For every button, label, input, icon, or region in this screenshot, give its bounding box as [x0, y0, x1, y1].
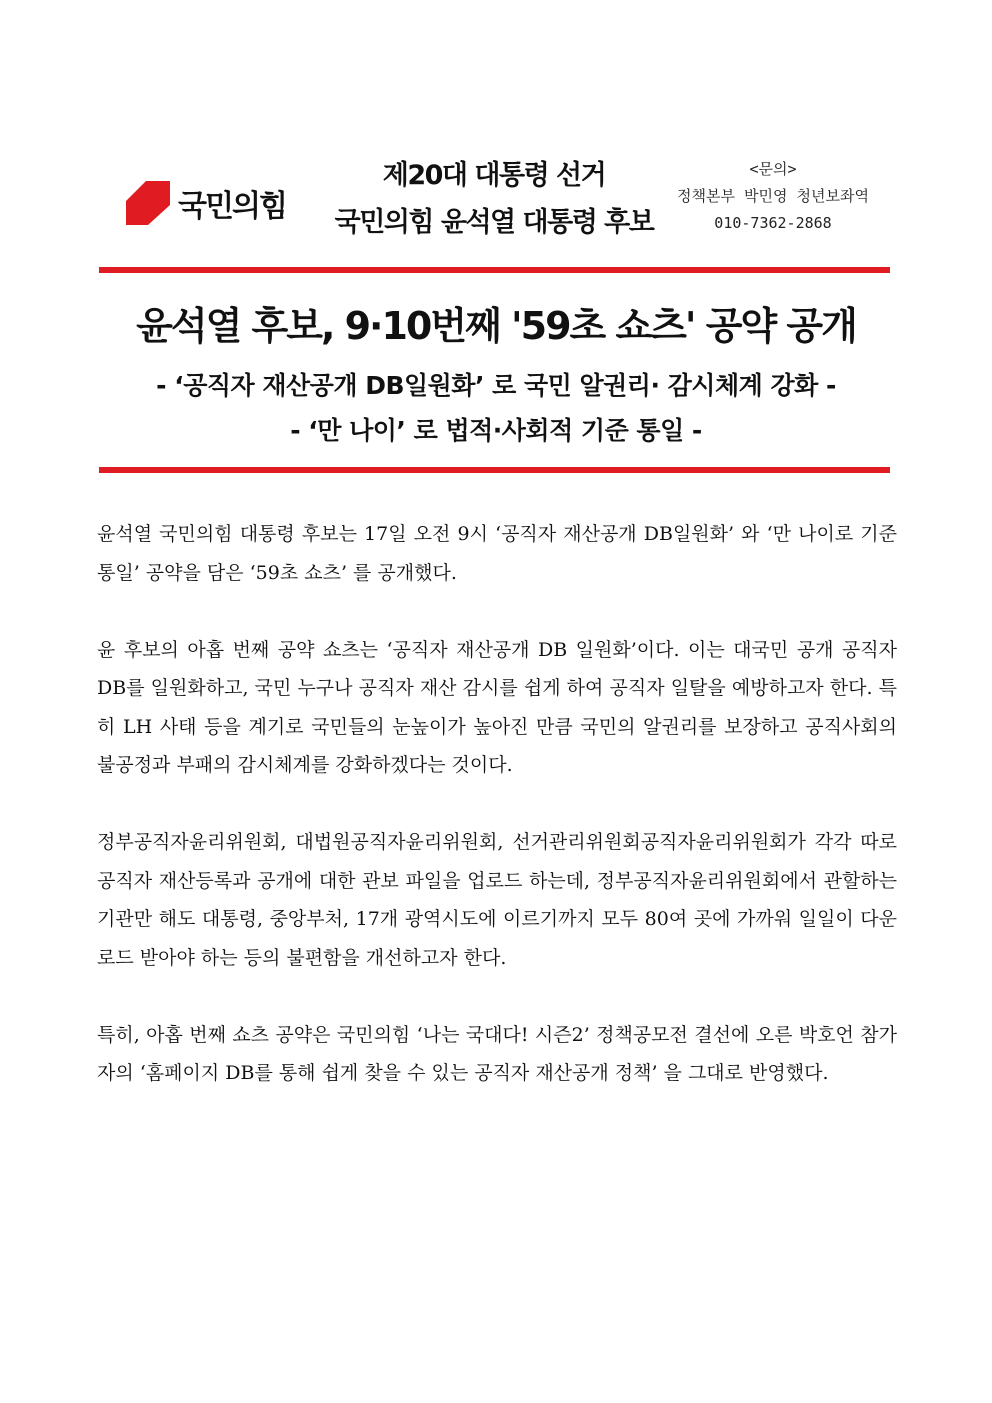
- party-logo-mark-icon: [126, 181, 170, 225]
- contact-info: [650, 156, 896, 237]
- contact-phone: 010-7362-2868: [714, 214, 832, 232]
- paragraph-4: 특히, 아홉 번째 쇼츠 공약은 국민의힘 ‘나는 국대다! 시즌2’ 정책공모전 결선에 오른 박호언 참가자의 ‘홈페이지 DB를 통해 쉽게 찾을 수 있는 공직자 재산공개 정책’ 을 그대로 반영했다.: [97, 1023, 897, 1084]
- article-body: [97, 515, 897, 1131]
- election-heading: [320, 152, 668, 246]
- paragraph-2: 윤 후보의 아홉 번째 공약 쇼츠는 ‘공직자 재산공개 DB 일원화’이다. 이는 대국민 공개 공직자 DB를 일원화하고, 국민 누구나 공직자 재산 감시를 쉽게 하여 공직자 일탈을 예방하고자 한다. 특히 LH 사태 등을 계기로 국민들의 눈높이가 높아진 만큼 국민의 알권리를 보장하고 공직사회의 불공정과 부패의 감시체계를 강화하겠다는 것이다.: [97, 638, 897, 776]
- contact-label: <문의>: [749, 160, 797, 178]
- election-line-2: 국민의힘 윤석열 대통령 후보: [334, 207, 654, 238]
- election-line-1: 제20대 대통령 선거: [382, 160, 606, 191]
- headline: 윤석열 후보, 9·10번째 '59초 쇼츠' 공약 공개: [136, 304, 856, 348]
- subtitle-1: - ‘공직자 재산공개 DB일원화’ 로 국민 알권리· 감시체계 강화 -: [156, 371, 836, 400]
- contact-person: 정책본부 박민영 청년보좌역: [677, 187, 869, 205]
- bottom-divider: [99, 467, 890, 473]
- top-divider: [99, 267, 890, 273]
- paragraph-1: 윤석열 국민의힘 대통령 후보는 17일 오전 9시 ‘공직자 재산공개 DB일원화’ 와 ‘만 나이로 기준 통일’ 공약을 담은 ‘59초 쇼츠’ 를 공개했다.: [97, 523, 897, 584]
- party-logo-text: 국민의힘: [178, 189, 286, 224]
- subtitle-2: - ‘만 나이’ 로 법적·사회적 기준 통일 -: [290, 416, 702, 445]
- paragraph-3: 정부공직자윤리위원회, 대법원공직자윤리위원회, 선거관리위원회공직자윤리위원회가 각각 따로 공직자 재산등록과 공개에 대한 관보 파일을 업로드 하는데, 정부공직자윤리위원회에서 관할하는 기관만 해도 대통령, 중앙부처, 17개 광역시도에 이르기까지 모두 80여 곳에 가까워 일일이 다운로드 받아야 하는 등의 불편함을 개선하고자 한다.: [97, 831, 897, 969]
- party-logo: [126, 181, 306, 225]
